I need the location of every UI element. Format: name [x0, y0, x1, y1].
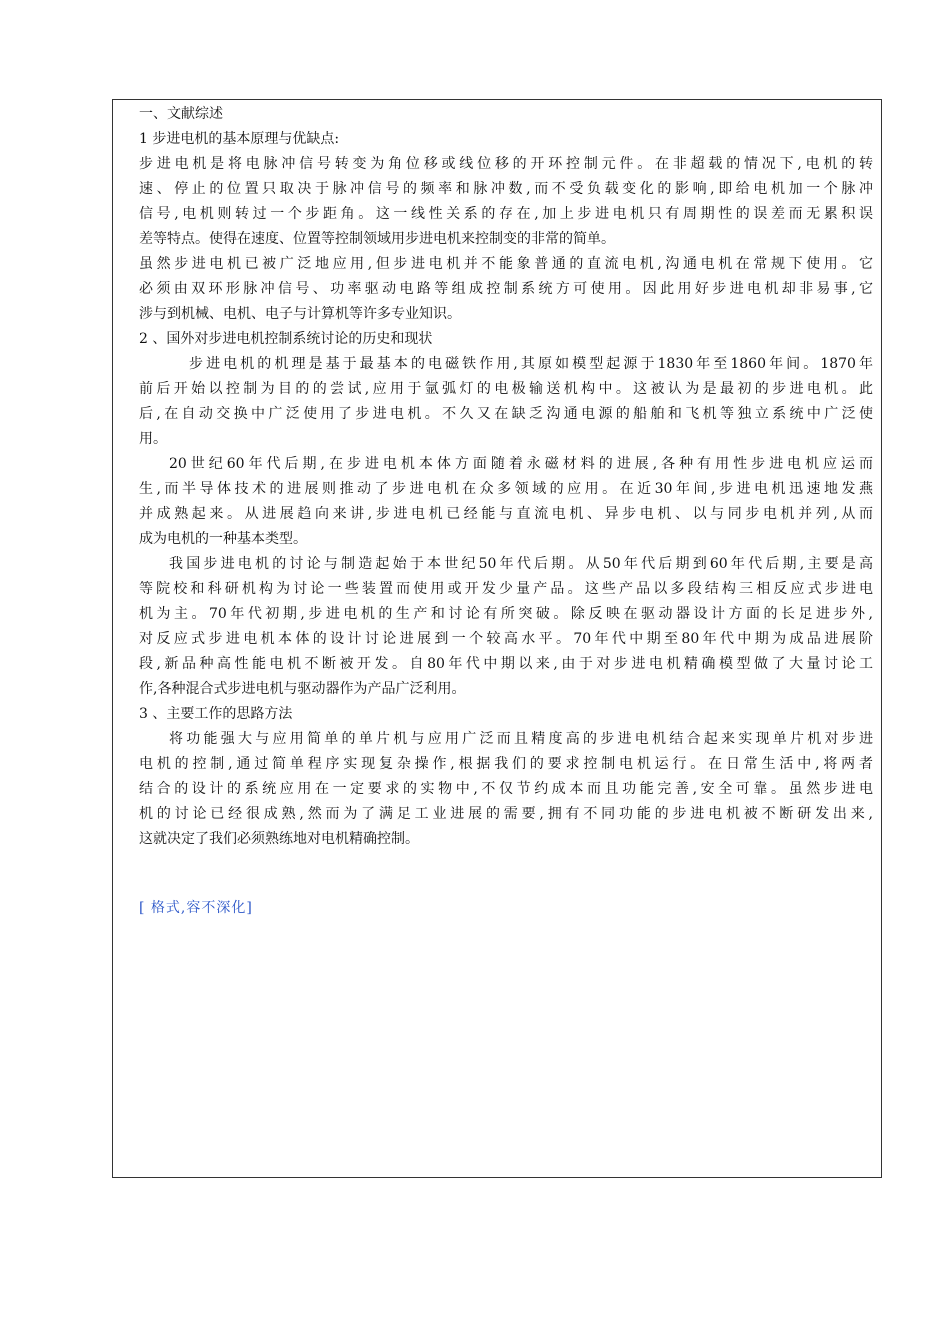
s2-p3-line: 对反应式步进电机本体的设计讨论进展到一个较高水平。70年代中期至80年代中期为成品进展阶	[139, 631, 873, 647]
s1-p2-line: 虽然步进电机已被广泛地应用,但步进电机并不能象普通的直流电机,沟通电机在常规下使用。它	[139, 256, 873, 272]
s2-p3-line: 段,新品种高性能电机不断被开发。自80年代中期以来,由于对步进电机精确模型做了大量讨论工	[139, 656, 873, 672]
s2-p2-line: 成为电机的一种基本类型。	[139, 531, 307, 547]
s2-p3-line: 作,各种混合式步进电机与驱动器作为产品广泛利用。	[139, 681, 466, 697]
s3-heading: 3 、主要工作的思路方法	[139, 706, 293, 722]
literature-review	[139, 102, 873, 852]
s3-p1-line: 这就决定了我们必须熟练地对电机精确控制。	[139, 831, 419, 847]
s3-p1-line: 结合的设计的系统应用在一定要求的实物中,不仅节约成本而且功能完善,安全可靠。虽然步进电	[139, 781, 873, 797]
s2-heading: 2 、国外对步进电机控制系统讨论的历史和现状	[139, 331, 433, 347]
s1-p1-line: 速、停止的位置只取决于脉冲信号的频率和脉冲数,而不受负载变化的影响,即给电机加一个脉冲	[139, 181, 873, 197]
content-table-cell	[112, 99, 882, 1178]
s2-p2-line: 并成熟起来。从进展趋向来讲,步进电机已经能与直流电机、异步电机、以与同步电机并列,从而	[139, 506, 873, 522]
s2-p3-line: 等院校和科研机构为讨论一些装置而使用或开发少量产品。这些产品以多段结构三相反应式步进电	[139, 581, 873, 597]
s3-p1-line: 电机的控制,通过简单程序实现复杂操作,根据我们的要求控制电机运行。在日常生活中,将两者	[139, 756, 873, 772]
s2-p3-line: 我国步进电机的讨论与制造起始于本世纪50年代后期。从50年代后期到60年代后期,主要是高	[169, 556, 873, 572]
s3-p1-line: 机的讨论已经很成熟,然而为了满足工业进展的需要,拥有不同功能的步进电机被不断研发出来,	[139, 806, 873, 822]
format-note: [ 格式,容不深化]	[139, 900, 253, 916]
s2-p2-line: 生,而半导体技术的进展则推动了步进电机在众多领域的应用。在近30年间,步进电机迅速地发燕	[139, 481, 873, 497]
s1-p1-line: 差等特点。使得在速度、位置等控制领域用步进电机来控制变的非常的简单。	[139, 231, 615, 247]
s1-p2-line: 必须由双环形脉冲信号、功率驱动电路等组成控制系统方可使用。因此用好步进电机却非易事,它	[139, 281, 873, 297]
s2-p1-line: 用。	[139, 431, 167, 447]
s2-p2-line: 20世纪60年代后期,在步进电机本体方面随着永磁材料的进展,各种有用性步进电机应运而	[169, 456, 873, 472]
s1-p1-line: 信号,电机则转过一个步距角。这一线性关系的存在,加上步进电机只有周期性的误差而无累积误	[139, 206, 873, 222]
s1-heading: 1 步进电机的基本原理与优缺点:	[139, 131, 340, 147]
s1-p2-line: 涉与到机械、电机、电子与计算机等许多专业知识。	[139, 306, 461, 322]
s2-p1-line: 前后开始以控制为目的的尝试,应用于氩弧灯的电极输送机构中。这被认为是最初的步进电机。此	[139, 381, 873, 397]
section-title: 一、文献综述	[139, 106, 223, 122]
s3-p1-line: 将功能强大与应用简单的单片机与应用广泛而且精度高的步进电机结合起来实现单片机对步进	[169, 731, 873, 747]
s2-p3-line: 机为主。70年代初期,步进电机的生产和讨论有所突破。除反映在驱动器设计方面的长足进步外,	[139, 606, 873, 622]
s2-p1-line: 后,在自动交换中广泛使用了步进电机。不久又在缺乏沟通电源的船舶和飞机等独立系统中广泛使	[139, 406, 873, 422]
s2-p1-line: 步进电机的机理是基于最基本的电磁铁作用,其原如模型起源于1830年至1860年间。1870年	[189, 356, 873, 372]
s1-p1-line: 步进电机是将电脉冲信号转变为角位移或线位移的开环控制元件。在非超载的情况下,电机的转	[139, 156, 873, 172]
